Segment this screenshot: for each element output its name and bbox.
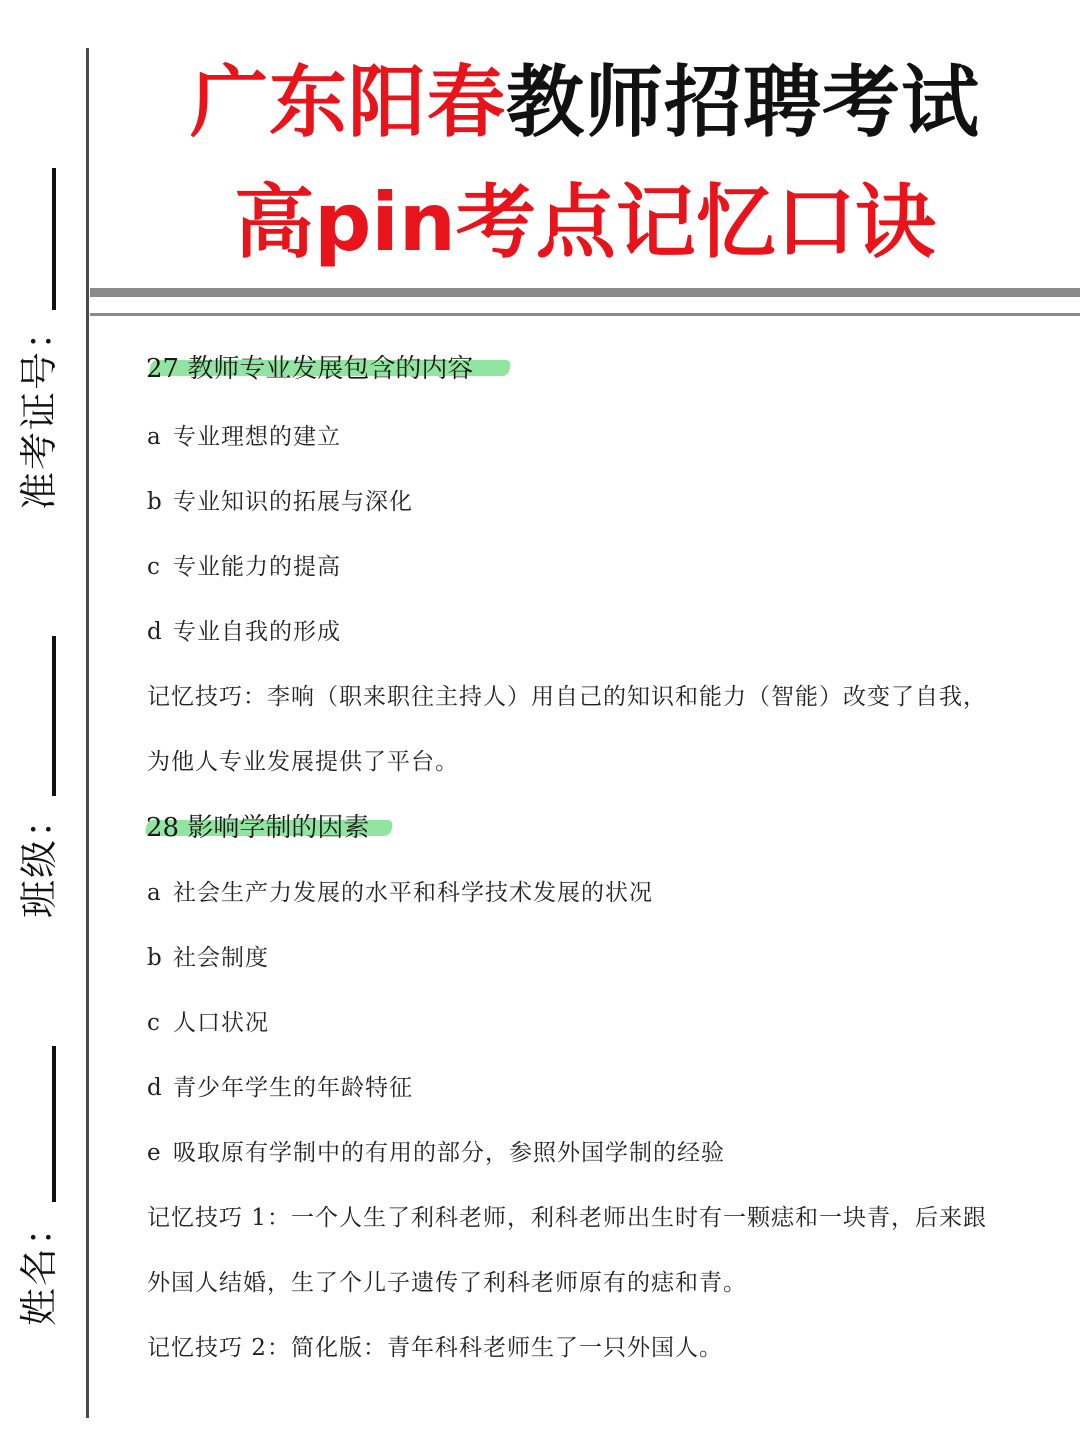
page-subtitle: 高pin考点记忆口诀: [234, 176, 936, 269]
list-item: d 专业自我的形成: [147, 619, 341, 645]
title-divider-thick: [90, 288, 1080, 297]
list-item: a 社会生产力发展的水平和科学技术发展的状况: [147, 880, 653, 906]
list-item: c 人口状况: [147, 1010, 269, 1036]
memory-tip: 记忆技巧 1：一个人生了利科老师，利科老师出生时有一颗痣和一块青，后来跟: [147, 1205, 987, 1231]
list-item: e 吸取原有学制中的有用的部分，参照外国学制的经验: [147, 1140, 725, 1166]
title-location: 广东阳春: [189, 58, 506, 148]
name-fill-line: [52, 1046, 56, 1202]
memory-tip: 为他人专业发展提供了平台。: [147, 749, 459, 775]
memory-tip: 记忆技巧 2：简化版：青年科科老师生了一只外国人。: [147, 1335, 723, 1361]
memory-tip: 外国人结婚，生了个儿子遗传了利科老师原有的痣和青。: [147, 1270, 747, 1296]
exam-id-label: 准考证号：: [17, 309, 61, 510]
memory-tip: 记忆技巧：李响（职来职往主持人）用自己的知识和能力（智能）改变了自我，: [147, 684, 987, 710]
class-fill-line: [52, 636, 56, 796]
name-label: 姓名：: [17, 1205, 61, 1326]
list-item: a 专业理想的建立: [147, 424, 341, 450]
list-item: c 专业能力的提高: [147, 554, 341, 580]
list-item: d 青少年学生的年龄特征: [147, 1075, 413, 1101]
title-exam: 教师招聘考试: [506, 58, 981, 148]
section-heading-27: 27 教师专业发展包含的内容: [146, 354, 474, 384]
list-item: b 专业知识的拓展与深化: [147, 489, 413, 515]
page-title: [90, 40, 1080, 152]
class-label: 班级：: [17, 797, 61, 918]
binding-margin-rule: [86, 48, 89, 1418]
section-heading-28: 28 影响学制的因素: [146, 813, 370, 843]
list-item: b 社会制度: [147, 945, 269, 971]
exam-id-fill-line: [52, 168, 56, 310]
title-divider-thin: [90, 313, 1080, 316]
